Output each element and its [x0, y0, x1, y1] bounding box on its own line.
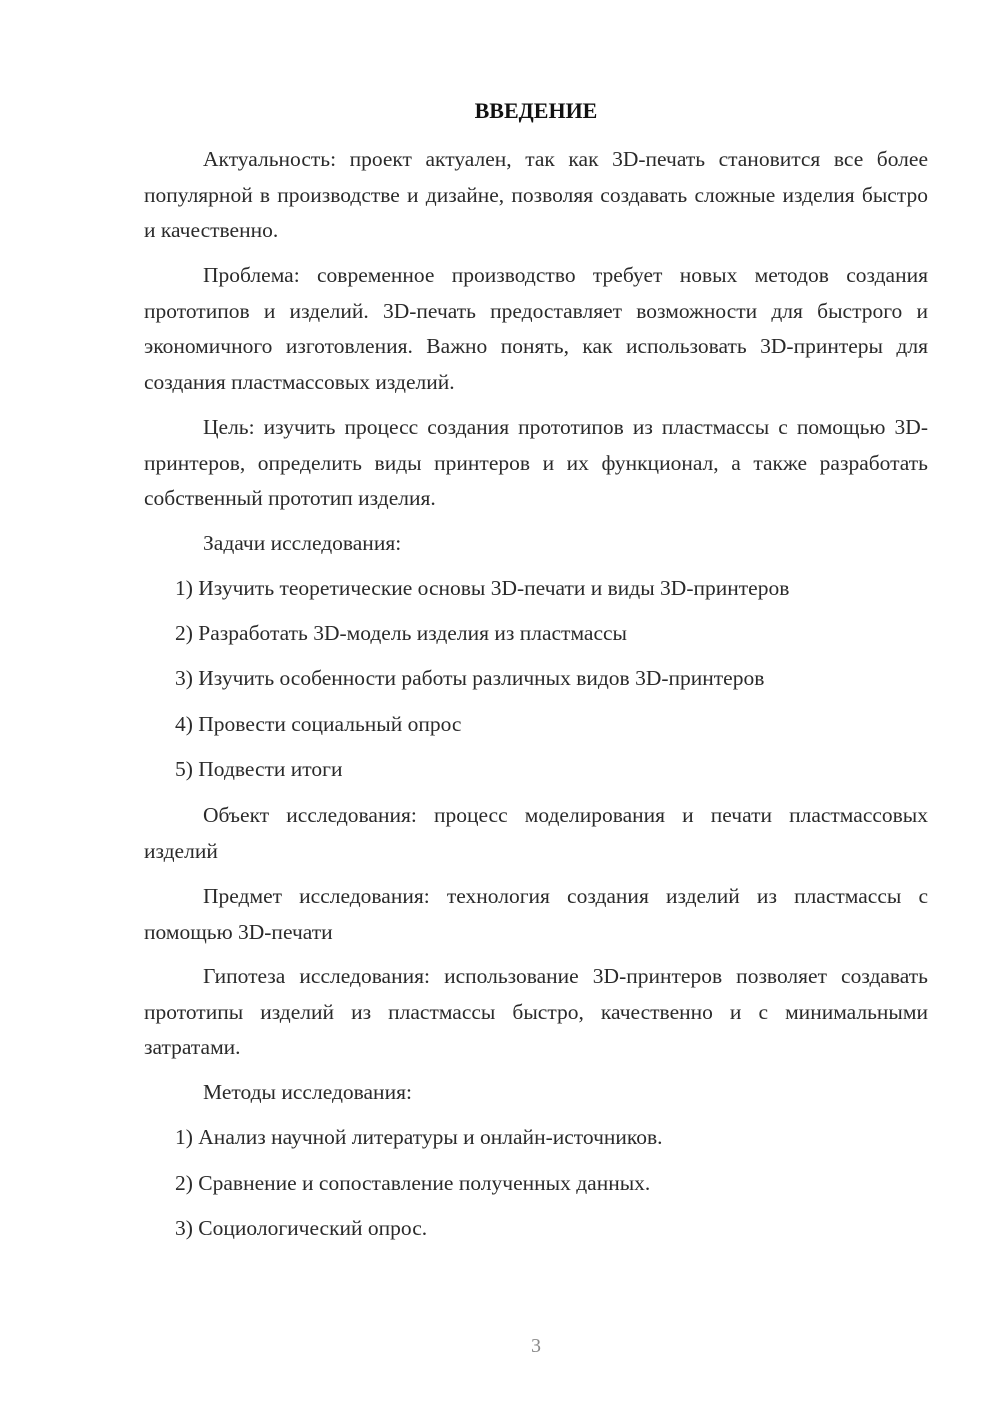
- method-item: 3) Социологический опрос.: [175, 1216, 428, 1240]
- page-title: ВВЕДЕНИЕ: [474, 98, 598, 123]
- method-item: 1) Анализ научной литературы и онлайн-источников.: [175, 1125, 663, 1149]
- task-item: 4) Провести социальный опрос: [175, 712, 462, 736]
- method-item: 2) Сравнение и сопоставление полученных данных.: [175, 1171, 651, 1195]
- goal-paragraph: Цель: изучить процесс создания прототипов из пластмассы с помощью 3D-принтеров, определить виды принтеров и их функционал, а также разработать собственный прототип изделия.: [144, 415, 928, 510]
- task-item: 2) Разработать 3D-модель изделия из пластмассы: [175, 621, 627, 645]
- methods-heading: Методы исследования:: [203, 1080, 412, 1104]
- task-item: 5) Подвести итоги: [175, 757, 343, 781]
- task-item: 3) Изучить особенности работы различных видов 3D-принтеров: [175, 666, 765, 690]
- subject-paragraph: Предмет исследования: технология создания изделий из пластмассы с помощью 3D-печати: [144, 884, 928, 944]
- problem-paragraph: Проблема: современное производство требует новых методов создания прототипов и изделий. 3D-печать предоставляет возможности для быстрого и экономичного изготовления. Важно понять, как использовать 3D-принтеры для создания пластмассовых изделий.: [144, 263, 928, 394]
- relevance-paragraph: Актуальность: проект актуален, так как 3D-печать становится все более популярной в производстве и дизайне, позволяя создавать сложные изделия быстро и качественно.: [144, 147, 928, 242]
- document-page: [144, 0, 928, 1414]
- tasks-heading: Задачи исследования:: [203, 531, 402, 555]
- hypothesis-paragraph: Гипотеза исследования: использование 3D-принтеров позволяет создавать прототипы изделий из пластмассы быстро, качественно и с минимальными затратами.: [144, 964, 928, 1059]
- object-paragraph: Объект исследования: процесс моделирования и печати пластмассовых изделий: [144, 803, 928, 863]
- page-number: 3: [531, 1335, 541, 1357]
- task-item: 1) Изучить теоретические основы 3D-печати и виды 3D-принтеров: [175, 576, 790, 600]
